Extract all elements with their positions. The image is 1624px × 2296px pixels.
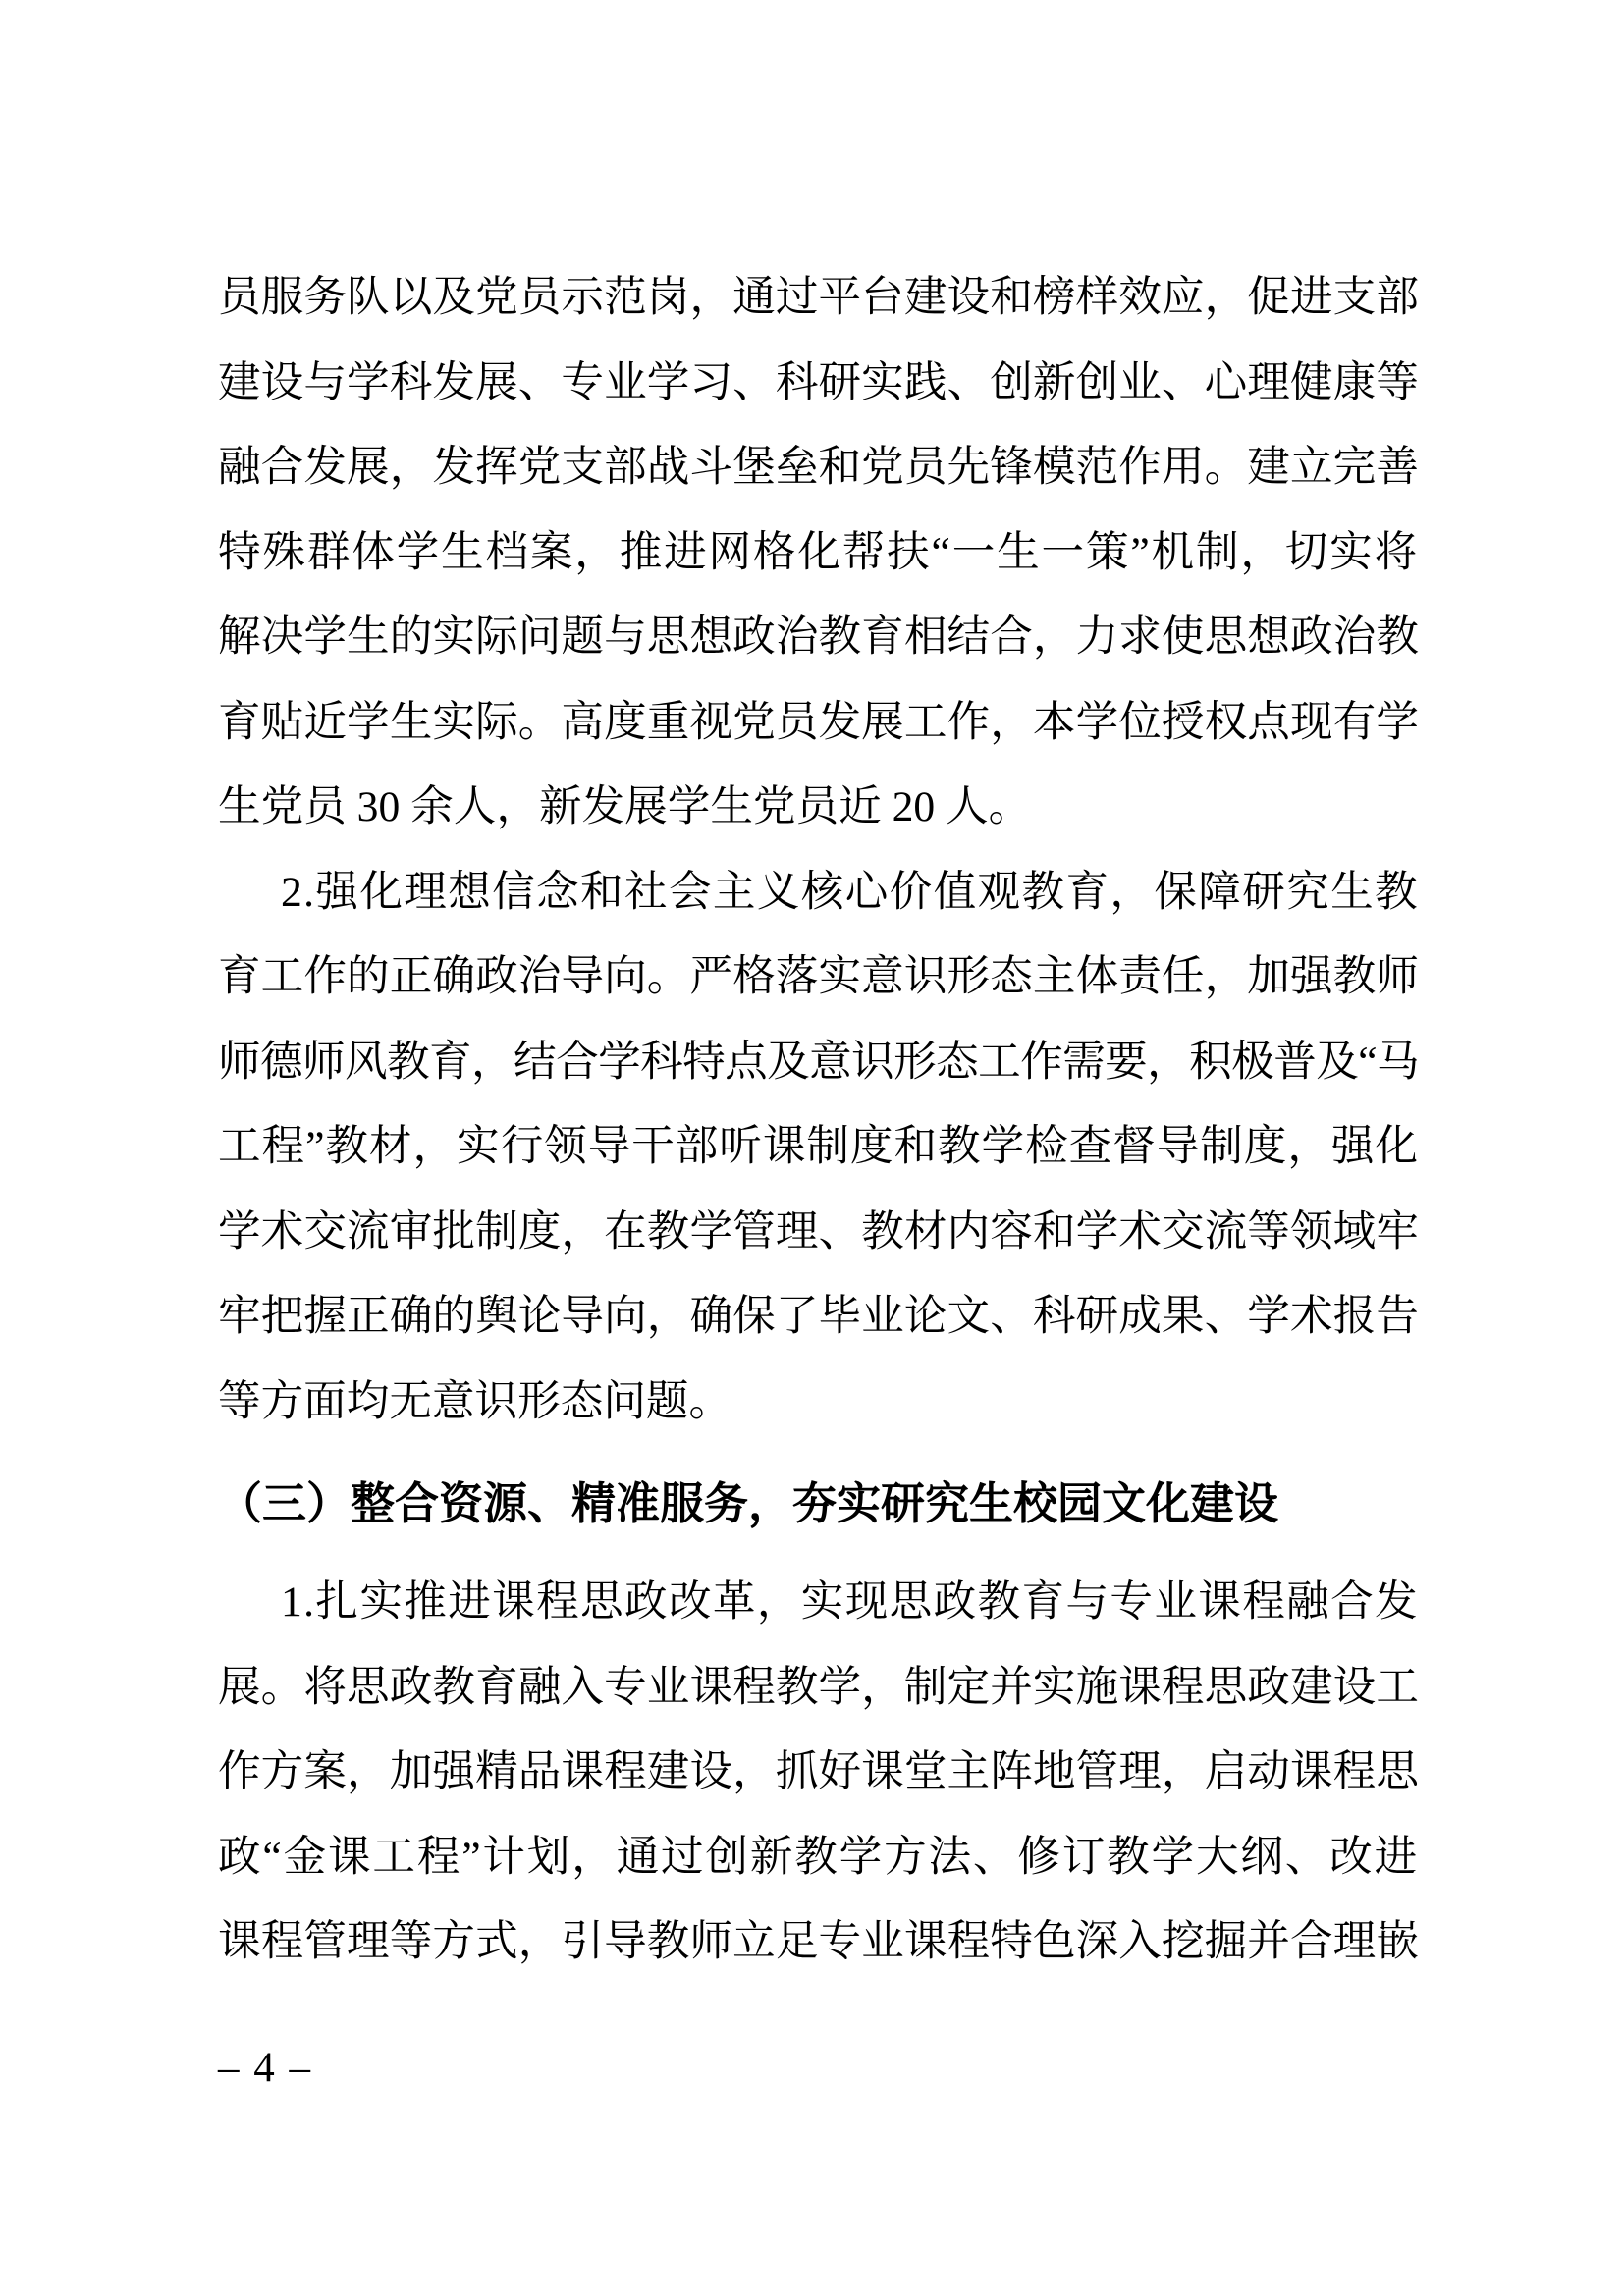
text-line: 展。将思政教育融入专业课程教学，制定并实施课程思政建设工 — [218, 1663, 1419, 1711]
text-line: 等方面均无意识形态问题。 — [218, 1377, 732, 1425]
text-line: 牢把握正确的舆论导向，确保了毕业论文、科研成果、学术报告 — [218, 1293, 1419, 1340]
page-number: – 4 – — [218, 2045, 312, 2091]
text-line: 解决学生的实际问题与思想政治教育相结合，力求使思想政治教 — [218, 614, 1419, 661]
paragraph-numbered-1 — [218, 1560, 1419, 1985]
text-line: 生党员 30 余人，新发展学生党员近 20 人。 — [218, 783, 1032, 830]
section-heading: （三）整合资源、精准服务，夯实研究生校园文化建设 — [218, 1478, 1279, 1528]
text-line: 1.扎实推进课程思政改革，实现思政教育与专业课程融合发 — [281, 1578, 1419, 1626]
text-line: 学术交流审批制度，在教学管理、教材内容和学术交流等领域牢 — [218, 1207, 1419, 1255]
text-line: 建设与学科发展、专业学习、科研实践、创新创业、心理健康等 — [218, 358, 1419, 406]
text-line: 政“金课工程”计划，通过创新教学方法、修订教学大纲、改进 — [218, 1833, 1419, 1881]
text-line: 员服务队以及党员示范岗，通过平台建设和榜样效应，促进支部 — [218, 274, 1419, 321]
paragraph-continued — [218, 255, 1419, 850]
paragraph-numbered-2 — [218, 850, 1419, 1445]
document-body — [218, 255, 1419, 1985]
text-line: 作方案，加强精品课程建设，抓好课堂主阵地管理，启动课程思 — [218, 1748, 1419, 1795]
text-line: 工程”教材，实行领导干部听课制度和教学检查督导制度，强化 — [218, 1123, 1419, 1170]
text-line: 课程管理等方式，引导教师立足专业课程特色深入挖掘并合理嵌 — [218, 1918, 1419, 1965]
text-line: 育工作的正确政治导向。严格落实意识形态主体责任，加强教师 — [218, 953, 1419, 1000]
text-line: 特殊群体学生档案，推进网格化帮扶“一生一策”机制，切实将 — [218, 528, 1419, 576]
text-line: 师德师风教育，结合学科特点及意识形态工作需要，积极普及“马 — [218, 1038, 1419, 1086]
text-line: 融合发展，发挥党支部战斗堡垒和党员先锋模范作用。建立完善 — [218, 444, 1419, 491]
text-line: 育贴近学生实际。高度重视党员发展工作，本学位授权点现有学 — [218, 698, 1419, 746]
text-line: 2.强化理想信念和社会主义核心价值观教育，保障研究生教 — [281, 868, 1419, 916]
